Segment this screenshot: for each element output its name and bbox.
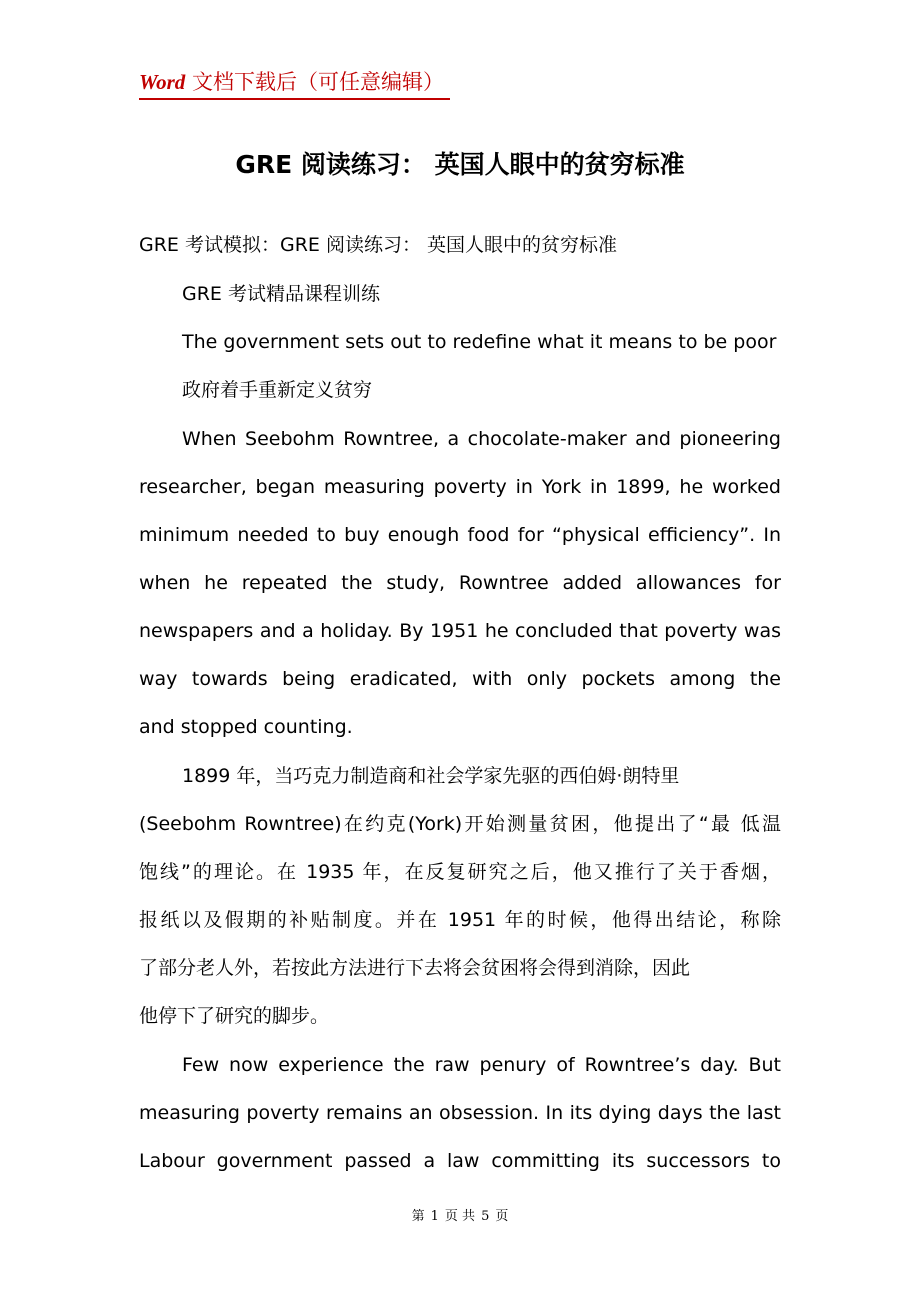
text-line: researcher, began measuring poverty in York in 1899, he worked	[139, 476, 781, 498]
text-line: when he repeated the study, Rowntree added allowances for	[139, 572, 781, 594]
download-edit-link[interactable]	[139, 66, 450, 100]
text-line: minimum needed to buy enough food for “physical efficiency”. In	[139, 524, 781, 546]
text-line: 1899 年，当巧克力制造商和社会学家先驱的西伯姆·朗特里	[182, 765, 680, 787]
text-line: Labour government passed a law committing its successors to	[139, 1150, 781, 1172]
footer-middle: 页 共	[444, 1209, 476, 1224]
footer-page-number: 1	[430, 1209, 439, 1224]
chinese-heading: 政府着手重新定义贫穷	[182, 379, 373, 401]
text-line: 饱线”的理论。在 1935 年，在反复研究之后，他又推行了关于香烟，	[139, 861, 781, 883]
english-heading: The government sets out to redefine what it means to be poor	[182, 331, 777, 353]
paragraph-chinese-1	[139, 752, 781, 1040]
paragraph-english-1	[139, 415, 781, 751]
download-label: 文档下载后（可任意编辑）	[185, 70, 444, 94]
text-line: 报纸以及假期的补贴制度。并在 1951 年的时候，他得出结论，称除	[139, 909, 781, 931]
word-label: Word	[139, 70, 186, 94]
text-line: and stopped counting.	[139, 716, 353, 738]
text-line: newspapers and a holiday. By 1951 he concluded that poverty was	[139, 620, 781, 642]
paragraph-english-2	[139, 1041, 781, 1185]
subtitle-line: GRE 考试模拟：GRE 阅读练习： 英国人眼中的贫穷标准	[139, 234, 617, 256]
footer-suffix: 页	[495, 1209, 509, 1224]
course-line: GRE 考试精品课程训练	[182, 283, 380, 305]
text-line: way towards being eradicated, with only pockets among the	[139, 668, 781, 690]
text-line: Few now experience the raw penury of Rowntree’s day. But	[182, 1054, 781, 1076]
text-line: measuring poverty remains an obsession. In its dying days the last	[139, 1102, 781, 1124]
page-footer	[0, 1207, 920, 1227]
text-line: 了部分老人外，若按此方法进行下去将会贫困将会得到消除，因此	[139, 957, 691, 979]
text-line: When Seebohm Rowntree, a chocolate-maker and pioneering	[182, 428, 781, 450]
footer-prefix: 第	[411, 1209, 425, 1224]
text-line: 他停下了研究的脚步。	[139, 1005, 330, 1027]
text-line: (Seebohm Rowntree)在约克(York)开始测量贫困，他提出了“最 低温	[139, 813, 781, 835]
page-title: GRE 阅读练习： 英国人眼中的贫穷标准	[235, 150, 685, 179]
footer-total-pages: 5	[481, 1209, 490, 1224]
